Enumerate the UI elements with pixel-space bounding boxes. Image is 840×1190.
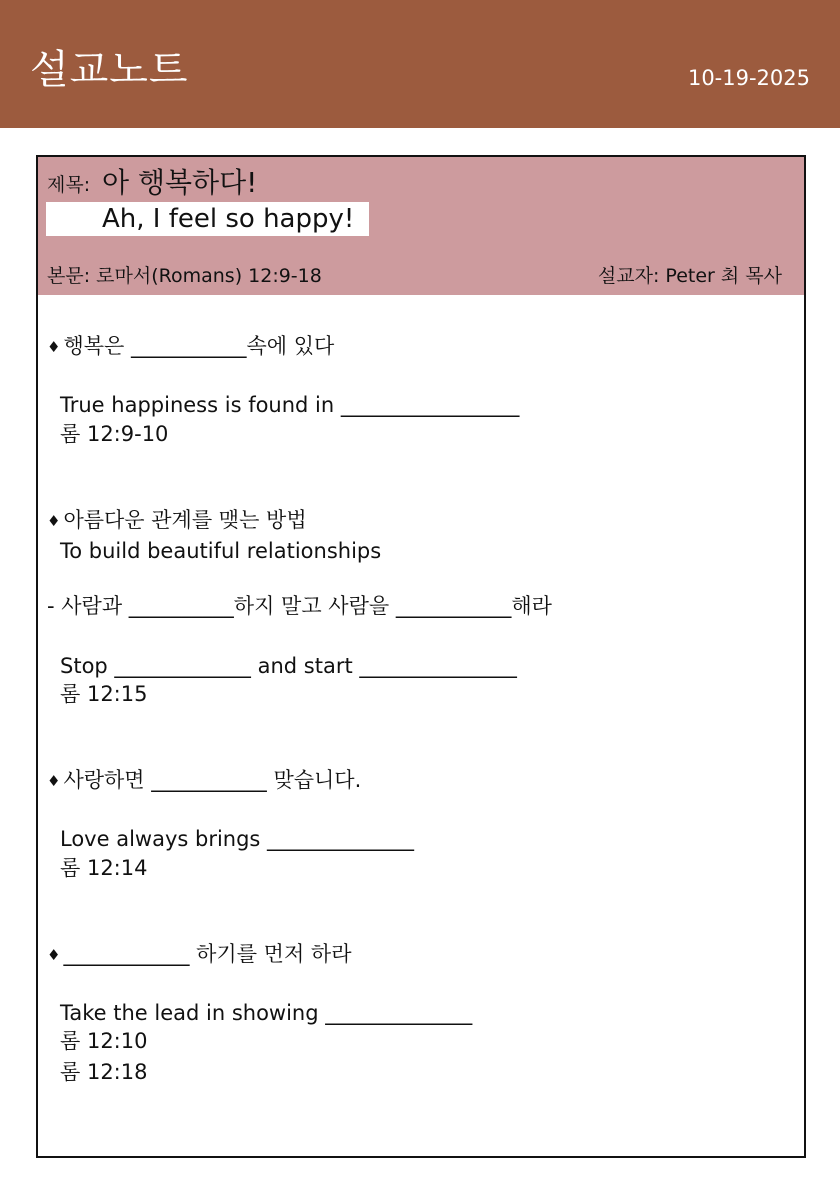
- point-2-sub-korean: - 사람과 __________하지 말고 사람을 ___________해라: [47, 594, 552, 618]
- sermon-title-korean: 아 행복하다!: [102, 166, 258, 199]
- scripture-reference: 본문: 로마서(Romans) 12:9-18: [47, 265, 322, 287]
- point-4-english: Take the lead in showing ______________: [60, 1001, 473, 1025]
- preacher-name: 설교자: Peter 최 목사: [597, 265, 782, 287]
- point-3-text: 사랑하면 ___________ 맞습니다.: [63, 768, 362, 792]
- point-4-reference-2: 롬 12:18: [60, 1060, 148, 1084]
- header-bar: [0, 0, 840, 128]
- point-4-korean: [47, 940, 351, 969]
- point-1-reference: 롬 12:9-10: [60, 422, 169, 446]
- diamond-bullet-icon: ♦: [47, 772, 61, 790]
- sermon-title-panel: [38, 157, 804, 295]
- point-3-korean: [47, 766, 361, 795]
- point-3-english: Love always brings ______________: [60, 827, 415, 851]
- point-4-reference-1: 롬 12:10: [60, 1029, 148, 1053]
- point-2-text: 아름다운 관계를 맺는 방법: [63, 508, 307, 532]
- point-3-reference: 롬 12:14: [60, 856, 148, 880]
- point-1-korean: [47, 332, 334, 361]
- sermon-title-english: Ah, I feel so happy!: [102, 204, 355, 234]
- point-2-sub-english: Stop _____________ and start _______________: [60, 654, 517, 678]
- page-title: 설교노트: [30, 47, 189, 93]
- diamond-bullet-icon: ♦: [47, 512, 61, 530]
- diamond-bullet-icon: ♦: [47, 338, 61, 356]
- sermon-note-box: [36, 155, 806, 1158]
- diamond-bullet-icon: ♦: [47, 946, 61, 964]
- point-2-reference: 롬 12:15: [60, 682, 148, 706]
- point-4-text: ____________ 하기를 먼저 하라: [63, 942, 352, 966]
- point-1-english: True happiness is found in _________________: [60, 393, 520, 417]
- date-label: 10-19-2025: [687, 66, 810, 90]
- point-2-korean: [47, 506, 307, 535]
- point-2-english: To build beautiful relationships: [60, 539, 382, 563]
- point-1-text: 행복은 ___________속에 있다: [63, 334, 335, 358]
- title-label: 제목:: [47, 174, 91, 196]
